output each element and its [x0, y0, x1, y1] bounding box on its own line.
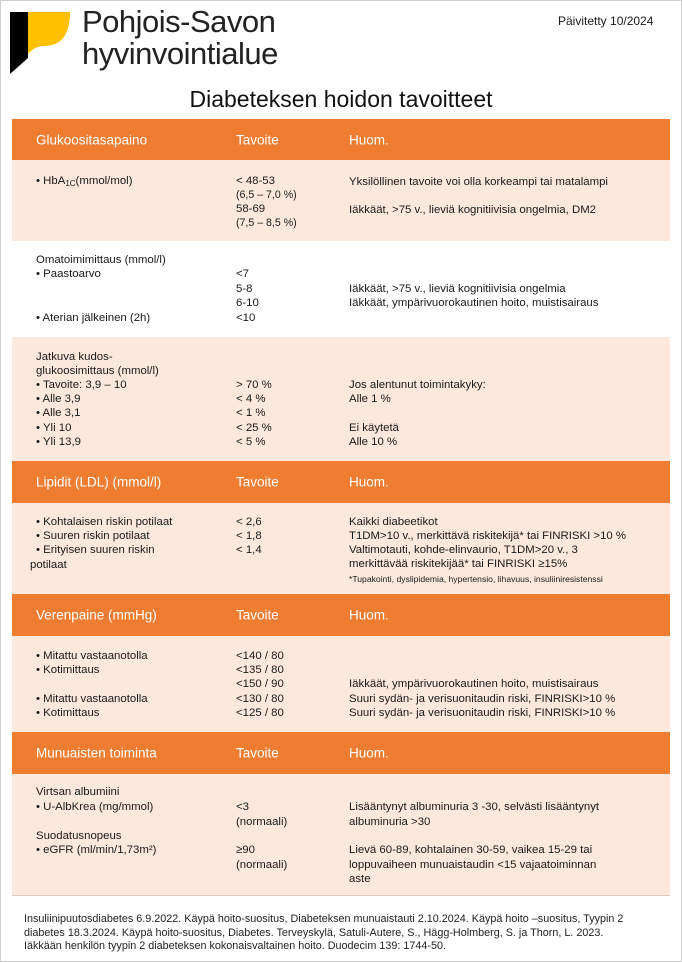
section-title-kidney: Munuaisten toiminta: [36, 745, 157, 761]
cgm-title-line2: glukoosimittaus (mmol/l): [36, 365, 159, 377]
cgm-row-label: • Alle 3,1: [36, 407, 81, 419]
column-note-label: Huom.: [349, 474, 389, 490]
postprandial-target: <10: [236, 312, 256, 324]
gfr-note-2: loppuvaiheen munuaistaudin <15 vajaatoiminnan: [349, 859, 597, 871]
cgm-row-label: • Alle 3,9: [36, 393, 81, 405]
cgm-title-line1: Jatkuva kudos-: [36, 351, 113, 363]
self-monitoring-title: Omatoimimittaus (mmol/l): [36, 254, 166, 266]
lipid-row-label: • Kohtalaisen riskin potilaat: [36, 516, 173, 528]
albumin-target: <3: [236, 801, 249, 813]
gfr-target-normal: (normaali): [236, 859, 288, 871]
cgm-row-value: < 1 %: [236, 407, 266, 419]
lipid-note-continuation: merkittävää riskitekijää* tai FINRISKI ≥15%: [349, 558, 568, 570]
lipid-label-continuation: potilaat: [30, 559, 67, 571]
section-header-kidney: [12, 732, 670, 774]
page-title: Diabeteksen hoidon tavoitteet: [189, 86, 493, 112]
bp-row-note: Suuri sydän- ja verisuonitaudin riski, FINRISKI>10 %: [349, 693, 616, 705]
lipid-footnote: *Tupakointi, dyslipidemia, hypertensio, lihavuus, insuliiniresistenssi: [349, 574, 603, 584]
cgm-row-note: Alle 1 %: [349, 393, 391, 405]
cgm-row-value: > 70 %: [236, 379, 272, 391]
cgm-row-label: • Tavoite: 3,9 – 10: [36, 379, 127, 391]
hba1c-note-1: Yksilöllinen tavoite voi olla korkeampi tai matalampi: [349, 176, 608, 188]
bp-row-label: • Mitattu vastaanotolla: [36, 693, 148, 705]
hba1c-target-2-percent: (7,5 – 8,5 %): [236, 217, 297, 229]
band-hba1c: [12, 160, 670, 242]
section-header-glucose: [12, 119, 670, 160]
lipid-row-label: • Suuren riskin potilaat: [36, 530, 150, 542]
column-target-label: Tavoite: [236, 607, 279, 623]
cgm-row-value: < 5 %: [236, 436, 266, 448]
fasting-note-2: Iäkkäät, >75 v., lieviä kognitiivisia ongelmia: [349, 283, 566, 295]
fasting-target-3: 6-10: [236, 297, 259, 309]
gfr-title: Suodatusnopeus: [36, 830, 122, 842]
cgm-row-note: Ei käytetä: [349, 422, 400, 434]
albumin-title: Virtsan albumiini: [36, 786, 120, 798]
albumin-label: • U-AlbKrea (mg/mmol): [36, 801, 154, 813]
fasting-target-1: <7: [236, 268, 249, 280]
bp-row-note: Suuri sydän- ja verisuonitaudin riski, FINRISKI>10 %: [349, 707, 616, 719]
organization-name-line1: Pohjois-Savon: [82, 4, 276, 39]
hba1c-note-2: Iäkkäät, >75 v., lieviä kognitiivisia ongelmia, DM2: [349, 204, 597, 216]
bp-row-value: <150 / 90: [236, 678, 284, 690]
cgm-row-label: • Yli 10: [36, 422, 72, 434]
column-target-label: Tavoite: [236, 745, 279, 761]
cgm-row-label: • Yli 13,9: [36, 436, 81, 448]
gfr-note-3: aste: [349, 873, 371, 885]
bp-row-value: <125 / 80: [236, 707, 284, 719]
column-target-label: Tavoite: [236, 474, 279, 490]
column-note-label: Huom.: [349, 607, 389, 623]
cgm-row-note: Jos alentunut toimintakyky:: [349, 379, 486, 391]
gfr-note-1: Lievä 60-89, kohtalainen 30-59, vaikea 15-29 tai: [349, 844, 593, 856]
updated-date: Päivitetty 10/2024: [558, 14, 654, 28]
gfr-target: ≥90: [236, 844, 255, 856]
lipid-row-label: • Erityisen suuren riskin: [36, 544, 155, 556]
organization-name-line2: hyvinvointialue: [82, 36, 278, 71]
section-header-blood-pressure: [12, 594, 670, 636]
column-target-label: Tavoite: [236, 132, 279, 147]
hba1c-label: • HbA$_{1C}$(mmol/mol): [36, 175, 133, 188]
hba1c-target-1-percent: (6,5 – 7,0 %): [236, 189, 297, 201]
column-note-label: Huom.: [349, 132, 389, 147]
lipid-row-value: < 1,4: [236, 544, 262, 556]
bp-row-label: • Mitattu vastaanotolla: [36, 650, 148, 662]
bp-row-label: • Kotimittaus: [36, 707, 100, 719]
organization-logo: [8, 6, 72, 74]
fasting-target-2: 5-8: [236, 283, 253, 295]
fasting-label: • Paastoarvo: [36, 268, 101, 280]
lipid-row-note: Valtimotauti, kohde-elinvaurio, T1DM>20 v., 3: [349, 544, 578, 556]
column-note-label: Huom.: [349, 745, 389, 761]
reference-line: diabetes 18.3.2024. Käypä hoito-suositus, Diabetes. Terveyskylä, Satuli-Autere, S., Hägg-Holmberg, S. ja Thorn, L. 2023.: [24, 926, 604, 939]
references: [24, 913, 674, 954]
bp-row-value: <140 / 80: [236, 650, 284, 662]
section-title-glucose: Glukoositasapaino: [36, 132, 148, 147]
bp-row-value: <135 / 80: [236, 664, 284, 676]
reference-line: Insuliinipuutosdiabetes 6.9.2022. Käypä hoito-suositus, Diabeteksen munuaistauti 2.10.2024. Käypä hoito –suositus, Tyypin 2: [24, 913, 624, 925]
lipid-row-note: Kaikki diabeetikot: [349, 516, 438, 528]
lipid-row-value: < 2,6: [236, 516, 262, 528]
albumin-note-2: albuminuria >30: [349, 816, 431, 828]
cgm-row-value: < 4 %: [236, 393, 266, 405]
section-title-blood-pressure: Verenpaine (mmHg): [36, 607, 157, 623]
lipid-row-note: T1DM>10 v., merkittävä riskitekijä* tai FINRISKI >10 %: [349, 530, 627, 542]
albumin-target-normal: (normaali): [236, 816, 288, 828]
cgm-row-value: < 25 %: [236, 422, 272, 434]
section-title-lipids: Lipidit (LDL) (mmol/l): [36, 474, 162, 490]
albumin-note-1: Lisääntynyt albuminuria 3 -30, selvästi lisääntynyt: [349, 801, 600, 813]
fasting-note-3: Iäkkäät, ympärivuorokautinen hoito, muistisairaus: [349, 297, 599, 309]
cgm-row-note: Alle 10 %: [349, 436, 398, 448]
reference-line: Iäkkään henkilön tyypin 2 diabeteksen kokonaisvaltainen hoito. Duodecim 139: 1744-50.: [24, 940, 446, 952]
gfr-label: • eGFR (ml/min/1,73m²): [36, 844, 157, 856]
lipid-row-value: < 1,8: [236, 530, 262, 542]
hba1c-target-1: < 48-53: [236, 175, 275, 187]
postprandial-label: • Aterian jälkeinen (2h): [36, 312, 151, 324]
hba1c-target-2: 58-69: [236, 203, 266, 215]
bp-row-note: Iäkkäät, ympärivuorokautinen hoito, muistisairaus: [349, 678, 599, 690]
section-header-lipids: [12, 461, 670, 503]
bp-row-value: <130 / 80: [236, 693, 284, 705]
bp-row-label: • Kotimittaus: [36, 664, 100, 676]
